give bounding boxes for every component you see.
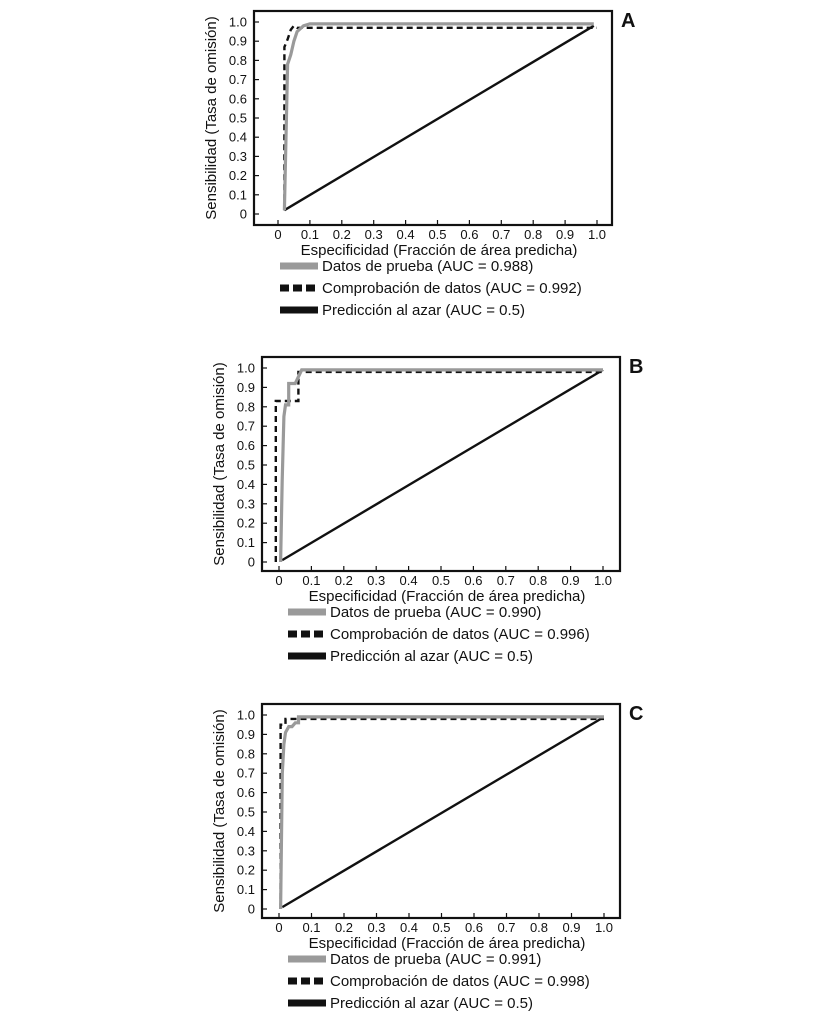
legend <box>288 951 590 1012</box>
y-axis-title: Sensibilidad (Tasa de omisión) <box>211 362 228 566</box>
roc-panel-a <box>203 10 635 319</box>
x-tick-label: 0.8 <box>524 227 543 242</box>
x-tick-label: 0.2 <box>334 920 354 935</box>
x-tick-label: 0.1 <box>302 920 321 935</box>
x-tick-label: 0 <box>274 227 282 242</box>
x-tick-label: 0.6 <box>460 227 479 242</box>
x-tick-label: 0.1 <box>300 227 319 242</box>
y-tick-label: 0.3 <box>228 148 247 164</box>
panel-label: A <box>621 10 636 32</box>
y-tick-label: 0.8 <box>228 52 247 68</box>
y-tick-label: 0.6 <box>236 438 255 454</box>
legend-label: Comprobación de datos (AUC = 0.992) <box>322 280 582 297</box>
y-tick-label: 0.9 <box>228 33 247 49</box>
x-axis-title: Especificidad (Fracción de área predicha) <box>308 935 586 952</box>
legend-label: Datos de prueba (AUC = 0.991) <box>330 951 542 968</box>
y-tick-label: 0.2 <box>236 862 255 878</box>
x-tick-label: 0.4 <box>399 573 418 588</box>
x-tick-label: 0 <box>275 573 283 588</box>
y-tick-label: 0.3 <box>236 496 255 512</box>
y-tick-label: 0.7 <box>236 418 255 434</box>
legend <box>280 258 582 319</box>
x-tick-label: 0.6 <box>464 920 484 935</box>
legend-label: Datos de prueba (AUC = 0.988) <box>322 258 534 275</box>
x-tick-label: 0.9 <box>556 227 575 242</box>
x-tick-label: 0.3 <box>367 573 386 588</box>
legend-label: Datos de prueba (AUC = 0.990) <box>330 604 542 621</box>
y-tick-label: 0.8 <box>236 399 255 415</box>
plot-frame <box>254 11 612 225</box>
x-tick-label: 1.0 <box>594 920 614 935</box>
y-tick-label: 0 <box>239 206 247 222</box>
roc-panel-b <box>211 356 643 665</box>
y-tick-label: 0.1 <box>236 882 255 898</box>
series-line-random-prediction <box>282 719 601 907</box>
series-line-random-prediction <box>284 26 593 210</box>
x-tick-label: 0 <box>275 920 283 935</box>
y-tick-label: 0.3 <box>236 843 255 859</box>
y-tick-label: 0.5 <box>228 110 247 126</box>
x-tick-label: 0.3 <box>367 920 386 935</box>
y-tick-label: 0.2 <box>236 515 255 531</box>
y-axis-title: Sensibilidad (Tasa de omisión) <box>211 709 228 913</box>
y-tick-label: 0.4 <box>228 129 247 145</box>
legend-label: Predicción al azar (AUC = 0.5) <box>330 648 533 665</box>
x-tick-label: 0.7 <box>497 920 516 935</box>
roc-panel-c <box>211 703 643 1012</box>
x-tick-label: 0.6 <box>464 573 483 588</box>
y-tick-label: 1.0 <box>236 360 255 376</box>
x-tick-label: 0.1 <box>302 573 321 588</box>
y-tick-label: 0.1 <box>228 187 247 203</box>
y-tick-label: 0 <box>247 554 255 570</box>
y-tick-label: 0.6 <box>236 785 255 801</box>
x-axis-title: Especificidad (Fracción de área predicha) <box>300 242 578 259</box>
y-tick-label: 0.4 <box>236 476 255 492</box>
x-tick-label: 0.2 <box>334 573 353 588</box>
x-tick-label: 0.8 <box>529 920 549 935</box>
x-tick-label: 0.9 <box>561 573 580 588</box>
y-tick-label: 0.4 <box>236 823 255 839</box>
y-tick-label: 0.9 <box>236 379 255 395</box>
x-tick-label: 1.0 <box>593 573 613 588</box>
x-tick-label: 0.5 <box>432 920 451 935</box>
y-tick-label: 1.0 <box>228 14 247 30</box>
x-tick-label: 0.2 <box>332 227 351 242</box>
x-tick-label: 0.5 <box>431 573 451 588</box>
legend-label: Predicción al azar (AUC = 0.5) <box>330 995 533 1012</box>
legend-label: Predicción al azar (AUC = 0.5) <box>322 302 525 319</box>
y-tick-label: 0.9 <box>236 726 255 742</box>
x-tick-label: 0.7 <box>492 227 511 242</box>
x-tick-label: 0.7 <box>496 573 515 588</box>
y-tick-label: 0.5 <box>236 457 255 473</box>
x-tick-label: 0.5 <box>428 227 447 242</box>
panel-label: C <box>629 703 644 725</box>
y-tick-label: 0.1 <box>236 535 255 551</box>
legend-label: Comprobación de datos (AUC = 0.998) <box>330 973 590 990</box>
legend <box>288 604 590 665</box>
y-tick-label: 0.6 <box>228 91 247 107</box>
x-tick-label: 0.8 <box>529 573 548 588</box>
y-tick-label: 0.8 <box>236 746 255 762</box>
x-tick-label: 0.9 <box>562 920 581 935</box>
panel-label: B <box>629 356 644 378</box>
x-tick-label: 0.3 <box>364 227 383 242</box>
y-tick-label: 1.0 <box>236 707 255 723</box>
x-tick-label: 1.0 <box>587 227 607 242</box>
legend-label: Comprobación de datos (AUC = 0.996) <box>330 626 590 643</box>
x-tick-label: 0.4 <box>396 227 415 242</box>
y-tick-label: 0.2 <box>228 168 247 184</box>
series-line-random-prediction <box>282 370 603 560</box>
plot-frame <box>262 704 620 918</box>
y-tick-label: 0.7 <box>228 72 247 88</box>
y-tick-label: 0 <box>247 901 255 917</box>
y-tick-label: 0.5 <box>236 804 255 820</box>
y-axis-title: Sensibilidad (Tasa de omisión) <box>203 16 220 220</box>
y-tick-label: 0.7 <box>236 765 255 781</box>
x-tick-label: 0.4 <box>399 920 419 935</box>
x-axis-title: Especificidad (Fracción de área predicha) <box>308 588 586 605</box>
